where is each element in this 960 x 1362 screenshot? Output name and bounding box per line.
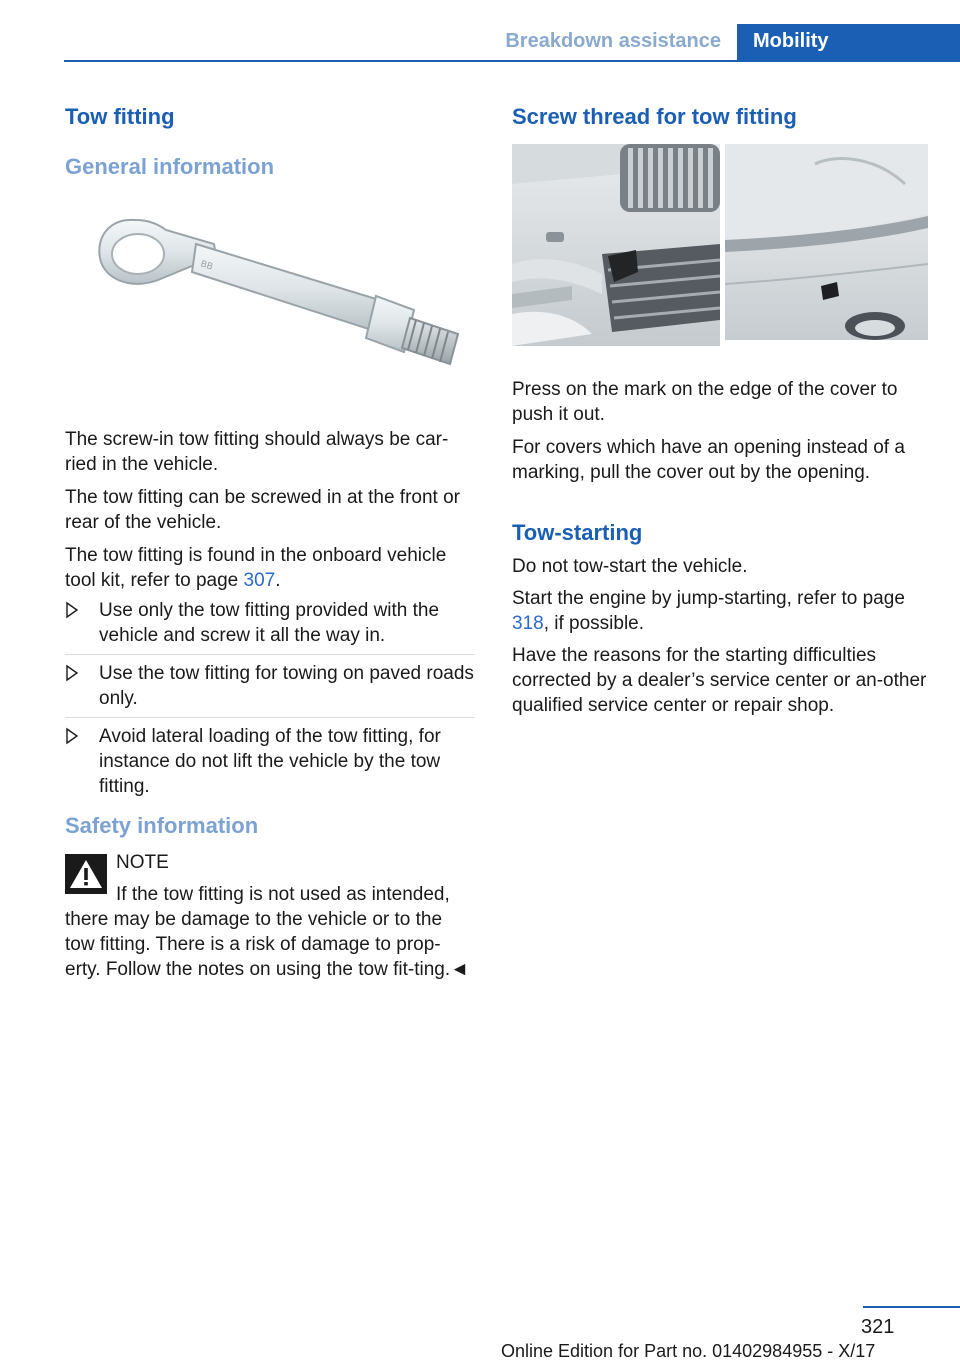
header-divider xyxy=(64,60,960,62)
paragraph-press-mark: Press on the mark on the edge of the cover to push it out. xyxy=(512,379,898,425)
page-ref-307[interactable]: 307 xyxy=(243,570,276,591)
footer-divider xyxy=(863,1306,960,1308)
bullet-list xyxy=(65,598,475,805)
paragraph-starting-difficulties: Have the reasons for the starting difficulties corrected by a dealer’s service center or an-other qualified service center or repair shop. xyxy=(512,645,927,716)
paragraph-tool-kit: The tow fitting is found in the onboard vehicle tool kit, refer to page 307. xyxy=(65,545,447,591)
page-ref-318[interactable]: 318 xyxy=(512,613,544,634)
page-header xyxy=(0,0,960,64)
subtitle-safety-information: Safety information xyxy=(65,813,259,838)
chapter-tab-mobility[interactable]: Mobility xyxy=(737,24,960,62)
paragraph-no-tow-start: Do not tow-start the vehicle. xyxy=(512,556,748,577)
svg-text:BB: BB xyxy=(199,259,214,273)
paragraph-jump-start: Start the engine by jump-starting, refer to page 318, if possible. xyxy=(512,588,905,634)
rear-bumper-photo xyxy=(725,144,928,340)
tow-fitting-illustration xyxy=(96,214,466,382)
subtitle-general-information: General information xyxy=(65,154,275,179)
triangle-bullet-icon xyxy=(65,726,79,746)
note-label: NOTE xyxy=(116,852,169,873)
paragraph-covers-opening: For covers which have an opening instead of a marking, pull the cover out by the opening. xyxy=(512,437,905,483)
page-number: 321 xyxy=(861,1316,895,1338)
front-bumper-photo xyxy=(512,144,720,346)
section-title-screw-thread: Screw thread for tow fitting xyxy=(512,104,797,129)
list-item: Use the tow fitting for towing on paved roads only. xyxy=(65,654,475,717)
paragraph-carry: The screw-in tow fitting should always be car-ried in the vehicle. xyxy=(65,429,449,475)
section-title-tow-starting: Tow-starting xyxy=(512,520,643,545)
section-title-tow-fitting: Tow fitting xyxy=(65,104,175,129)
list-item: Use only the tow fitting provided with the vehicle and screw it all the way in. xyxy=(65,598,475,654)
note-text: If the tow fitting is not used as intended, there may be damage to the vehicle or to the tow fitting. There is a risk of damage to prop-erty. Follow the notes on using the tow fit-ting.◄ xyxy=(65,884,469,980)
breadcrumb[interactable]: Breakdown assistance xyxy=(505,30,721,52)
triangle-bullet-icon xyxy=(65,600,79,620)
paragraph-front-rear: The tow fitting can be screwed in at the front or rear of the vehicle. xyxy=(65,487,460,533)
triangle-bullet-icon xyxy=(65,663,79,683)
list-item: Avoid lateral loading of the tow fitting, for instance do not lift the vehicle by the tow fitting. xyxy=(65,717,475,805)
edition-note: Online Edition for Part no. 01402984955 - X/17 xyxy=(501,1341,876,1361)
